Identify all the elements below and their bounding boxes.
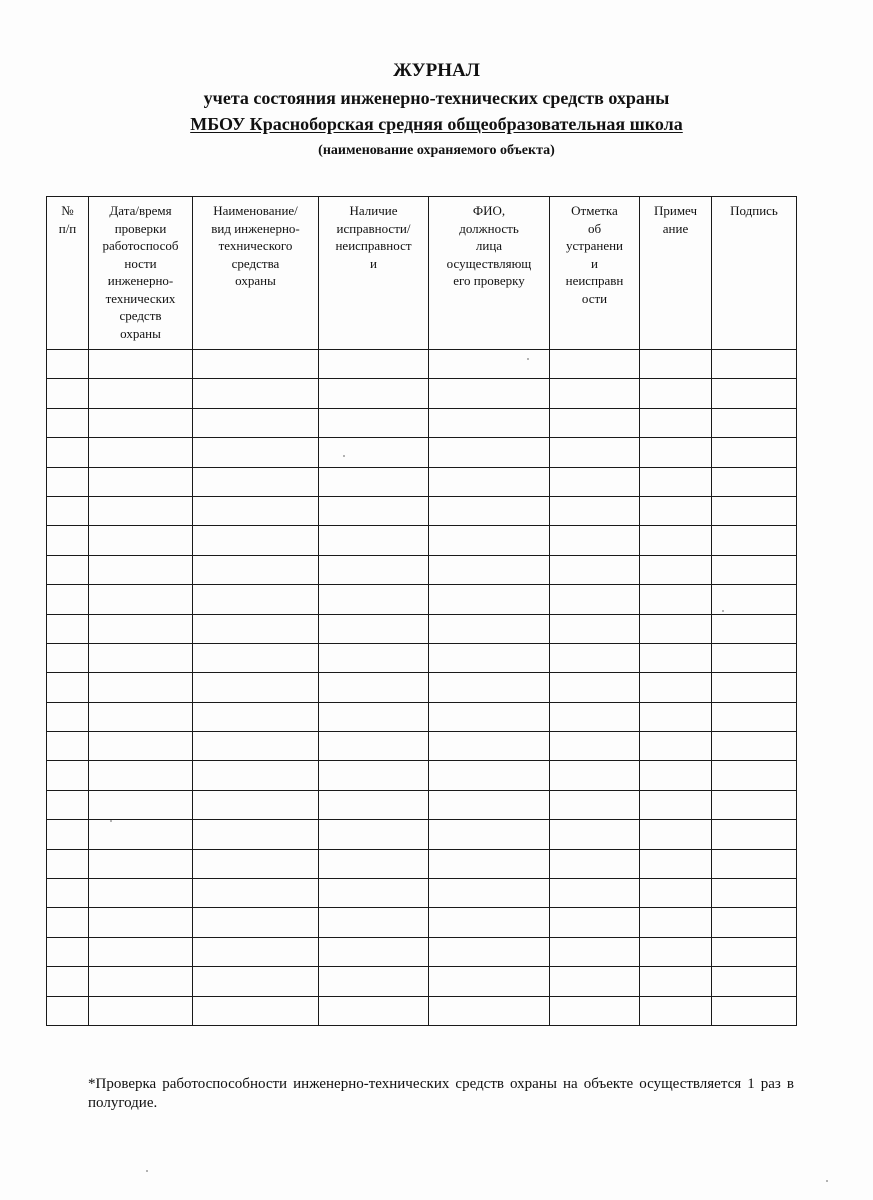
table-cell[interactable] — [640, 908, 712, 937]
footnote: *Проверка работоспособности инженерно-технических средств охраны на объекте осуществляется 1 раз в полугодие. — [88, 1076, 794, 1111]
table-cell[interactable] — [319, 732, 429, 761]
table-row — [47, 879, 797, 908]
table-cell[interactable] — [712, 996, 797, 1025]
table-cell[interactable] — [89, 438, 193, 467]
table-row — [47, 820, 797, 849]
table-cell[interactable] — [47, 702, 89, 731]
table-row — [47, 496, 797, 525]
table-cell[interactable] — [640, 643, 712, 672]
table-row — [47, 673, 797, 702]
column-header-condition: Наличие исправности/ неисправност и — [319, 197, 429, 350]
table-cell[interactable] — [193, 702, 319, 731]
table-cell[interactable] — [193, 643, 319, 672]
table-cell[interactable] — [429, 350, 550, 379]
table-cell[interactable] — [550, 379, 640, 408]
table-cell[interactable] — [550, 526, 640, 555]
table-cell[interactable] — [429, 820, 550, 849]
table-cell[interactable] — [193, 614, 319, 643]
table-cell[interactable] — [429, 467, 550, 496]
table-cell[interactable] — [47, 438, 89, 467]
table-cell[interactable] — [193, 908, 319, 937]
table-cell[interactable] — [193, 673, 319, 702]
scan-speck — [146, 1170, 148, 1172]
table-cell[interactable] — [429, 614, 550, 643]
table-cell[interactable] — [193, 526, 319, 555]
table-cell[interactable] — [640, 350, 712, 379]
table-cell[interactable] — [640, 702, 712, 731]
table-cell[interactable] — [89, 967, 193, 996]
table-cell[interactable] — [319, 438, 429, 467]
table-cell[interactable] — [89, 526, 193, 555]
table-cell[interactable] — [550, 790, 640, 819]
table-row — [47, 467, 797, 496]
table-cell[interactable] — [640, 820, 712, 849]
table-row — [47, 643, 797, 672]
table-cell[interactable] — [429, 526, 550, 555]
table-row — [47, 937, 797, 966]
table-cell[interactable] — [193, 790, 319, 819]
table-cell[interactable] — [640, 732, 712, 761]
journal-subtitle: учета состояния инженерно-технических средств охраны — [203, 88, 670, 108]
column-header-remark: Примеч ание — [640, 197, 712, 350]
table-cell[interactable] — [640, 408, 712, 437]
table-cell[interactable] — [89, 702, 193, 731]
table-row — [47, 438, 797, 467]
table-cell[interactable] — [550, 908, 640, 937]
table-cell[interactable] — [550, 967, 640, 996]
table-cell[interactable] — [319, 761, 429, 790]
table-cell[interactable] — [640, 996, 712, 1025]
table-cell[interactable] — [47, 673, 89, 702]
table-row — [47, 555, 797, 584]
table-row — [47, 790, 797, 819]
table-cell[interactable] — [550, 820, 640, 849]
table-row — [47, 702, 797, 731]
table-cell[interactable] — [550, 350, 640, 379]
table-cell[interactable] — [89, 496, 193, 525]
table-cell[interactable] — [193, 879, 319, 908]
table-row — [47, 408, 797, 437]
table-cell[interactable] — [89, 643, 193, 672]
table-cell[interactable] — [712, 643, 797, 672]
table-cell[interactable] — [640, 790, 712, 819]
table-cell[interactable] — [319, 820, 429, 849]
table-cell[interactable] — [193, 350, 319, 379]
table-cell[interactable] — [712, 937, 797, 966]
table-cell[interactable] — [319, 526, 429, 555]
scan-speck — [343, 455, 345, 457]
table-cell[interactable] — [89, 350, 193, 379]
table-cell[interactable] — [640, 585, 712, 614]
table-cell[interactable] — [640, 526, 712, 555]
table-cell[interactable] — [429, 908, 550, 937]
table-cell[interactable] — [47, 555, 89, 584]
table-cell[interactable] — [640, 467, 712, 496]
table-cell[interactable] — [193, 379, 319, 408]
table-cell[interactable] — [429, 496, 550, 525]
organization-caption: (наименование охраняемого объекта) — [318, 143, 555, 158]
table-cell[interactable] — [550, 467, 640, 496]
table-cell[interactable] — [429, 996, 550, 1025]
table-cell[interactable] — [193, 937, 319, 966]
table-cell[interactable] — [47, 879, 89, 908]
table-cell[interactable] — [429, 937, 550, 966]
table-cell[interactable] — [429, 702, 550, 731]
column-header-signature: Подпись — [712, 197, 797, 350]
table-cell[interactable] — [550, 614, 640, 643]
table-cell[interactable] — [47, 408, 89, 437]
table-row — [47, 908, 797, 937]
table-row — [47, 585, 797, 614]
table-cell[interactable] — [47, 526, 89, 555]
organization-name: МБОУ Красноборская средняя общеобразовательная школа — [190, 114, 683, 134]
table-cell[interactable] — [429, 967, 550, 996]
table-cell[interactable] — [89, 790, 193, 819]
table-cell[interactable] — [712, 408, 797, 437]
table-cell[interactable] — [89, 585, 193, 614]
table-cell[interactable] — [429, 673, 550, 702]
table-cell[interactable] — [47, 379, 89, 408]
table-cell[interactable] — [712, 438, 797, 467]
table-cell[interactable] — [712, 467, 797, 496]
table-cell[interactable] — [89, 849, 193, 878]
table-cell[interactable] — [319, 350, 429, 379]
table-cell[interactable] — [89, 996, 193, 1025]
table-cell[interactable] — [429, 732, 550, 761]
table-cell[interactable] — [319, 879, 429, 908]
table-cell[interactable] — [89, 937, 193, 966]
table-cell[interactable] — [193, 967, 319, 996]
journal-table — [46, 196, 797, 1026]
scan-speck — [527, 358, 529, 360]
table-cell[interactable] — [47, 996, 89, 1025]
table-cell[interactable] — [47, 585, 89, 614]
table-cell[interactable] — [89, 555, 193, 584]
table-cell[interactable] — [550, 496, 640, 525]
table-cell[interactable] — [193, 732, 319, 761]
scan-speck — [826, 1180, 828, 1182]
table-cell[interactable] — [319, 849, 429, 878]
table-cell[interactable] — [47, 643, 89, 672]
column-header-fix-note: Отметка об устранени и неисправн ости — [550, 197, 640, 350]
table-cell[interactable] — [47, 467, 89, 496]
table-cell[interactable] — [47, 849, 89, 878]
table-cell[interactable] — [712, 732, 797, 761]
table-cell[interactable] — [47, 732, 89, 761]
table-cell[interactable] — [712, 702, 797, 731]
table-cell[interactable] — [429, 379, 550, 408]
table-cell[interactable] — [712, 761, 797, 790]
table-cell[interactable] — [319, 467, 429, 496]
table-cell[interactable] — [712, 849, 797, 878]
table-cell[interactable] — [550, 702, 640, 731]
column-header-number: № п/п — [47, 197, 89, 350]
table-cell[interactable] — [429, 849, 550, 878]
table-cell[interactable] — [319, 496, 429, 525]
table-cell[interactable] — [319, 614, 429, 643]
table-cell[interactable] — [429, 761, 550, 790]
table-cell[interactable] — [47, 350, 89, 379]
table-cell[interactable] — [89, 820, 193, 849]
table-cell[interactable] — [89, 908, 193, 937]
table-cell[interactable] — [319, 996, 429, 1025]
table-cell[interactable] — [550, 732, 640, 761]
table-cell[interactable] — [319, 702, 429, 731]
table-cell[interactable] — [193, 820, 319, 849]
table-row — [47, 996, 797, 1025]
table-row — [47, 761, 797, 790]
table-header-row — [47, 197, 797, 350]
table-cell[interactable] — [89, 379, 193, 408]
journal-title: ЖУРНАЛ — [393, 60, 480, 81]
table-cell[interactable] — [640, 849, 712, 878]
scan-speck — [110, 820, 112, 822]
table-cell[interactable] — [319, 379, 429, 408]
table-cell[interactable] — [712, 673, 797, 702]
table-cell[interactable] — [89, 467, 193, 496]
table-cell[interactable] — [429, 643, 550, 672]
table-cell[interactable] — [712, 585, 797, 614]
table-cell[interactable] — [429, 438, 550, 467]
table-cell[interactable] — [550, 761, 640, 790]
table-cell[interactable] — [193, 996, 319, 1025]
table-cell[interactable] — [712, 614, 797, 643]
table-cell[interactable] — [319, 585, 429, 614]
scan-speck — [722, 610, 724, 612]
table-cell[interactable] — [193, 555, 319, 584]
table-cell[interactable] — [712, 526, 797, 555]
table-cell[interactable] — [712, 967, 797, 996]
table-cell[interactable] — [550, 673, 640, 702]
table-cell[interactable] — [712, 790, 797, 819]
table-cell[interactable] — [193, 849, 319, 878]
table-cell[interactable] — [640, 438, 712, 467]
table-cell[interactable] — [640, 614, 712, 643]
table-cell[interactable] — [429, 790, 550, 819]
table-cell[interactable] — [550, 996, 640, 1025]
table-cell[interactable] — [89, 761, 193, 790]
table-cell[interactable] — [429, 555, 550, 584]
table-cell[interactable] — [319, 908, 429, 937]
table-cell[interactable] — [712, 379, 797, 408]
table-cell[interactable] — [193, 438, 319, 467]
table-cell[interactable] — [89, 732, 193, 761]
table-cell[interactable] — [550, 408, 640, 437]
table-cell[interactable] — [712, 879, 797, 908]
table-cell[interactable] — [47, 496, 89, 525]
table-row — [47, 967, 797, 996]
table-body — [47, 350, 797, 1026]
table-cell[interactable] — [550, 879, 640, 908]
table-cell[interactable] — [47, 937, 89, 966]
table-cell[interactable] — [47, 761, 89, 790]
table-cell[interactable] — [640, 555, 712, 584]
table-cell[interactable] — [193, 467, 319, 496]
table-row — [47, 849, 797, 878]
table-cell[interactable] — [640, 967, 712, 996]
table-cell[interactable] — [89, 614, 193, 643]
table-cell[interactable] — [193, 496, 319, 525]
table-cell[interactable] — [712, 350, 797, 379]
column-header-date: Дата/время проверки работоспособ ности инженерно- технических средств охраны — [89, 197, 193, 350]
table-cell[interactable] — [319, 937, 429, 966]
table-row — [47, 614, 797, 643]
table-cell[interactable] — [89, 673, 193, 702]
table-cell[interactable] — [712, 496, 797, 525]
table-cell[interactable] — [319, 555, 429, 584]
table-cell[interactable] — [640, 496, 712, 525]
table-row — [47, 350, 797, 379]
table-cell[interactable] — [712, 908, 797, 937]
table-cell[interactable] — [47, 614, 89, 643]
table-cell[interactable] — [550, 937, 640, 966]
table-cell[interactable] — [89, 408, 193, 437]
table-cell[interactable] — [47, 967, 89, 996]
table-cell[interactable] — [193, 585, 319, 614]
table-cell[interactable] — [640, 761, 712, 790]
table-cell[interactable] — [319, 673, 429, 702]
table-cell[interactable] — [429, 408, 550, 437]
table-cell[interactable] — [712, 820, 797, 849]
table-cell[interactable] — [319, 643, 429, 672]
table-cell[interactable] — [319, 408, 429, 437]
table-cell[interactable] — [550, 555, 640, 584]
table-row — [47, 732, 797, 761]
table-cell[interactable] — [640, 879, 712, 908]
table-cell[interactable] — [193, 761, 319, 790]
table-cell[interactable] — [47, 820, 89, 849]
table-cell[interactable] — [640, 379, 712, 408]
column-header-device-name: Наименование/ вид инженерно- технического средства охраны — [193, 197, 319, 350]
table-cell[interactable] — [429, 879, 550, 908]
table-cell[interactable] — [319, 790, 429, 819]
table-cell[interactable] — [640, 937, 712, 966]
table-cell[interactable] — [47, 908, 89, 937]
column-header-inspector: ФИО, должность лица осуществляющ его проверку — [429, 197, 550, 350]
table-cell[interactable] — [47, 790, 89, 819]
table-cell[interactable] — [712, 555, 797, 584]
table-cell[interactable] — [550, 585, 640, 614]
table-cell[interactable] — [429, 585, 550, 614]
table-row — [47, 526, 797, 555]
table-cell[interactable] — [640, 673, 712, 702]
table-cell[interactable] — [89, 879, 193, 908]
table-cell[interactable] — [550, 438, 640, 467]
table-cell[interactable] — [550, 643, 640, 672]
table-cell[interactable] — [319, 967, 429, 996]
table-cell[interactable] — [550, 849, 640, 878]
table-row — [47, 379, 797, 408]
table-cell[interactable] — [193, 408, 319, 437]
